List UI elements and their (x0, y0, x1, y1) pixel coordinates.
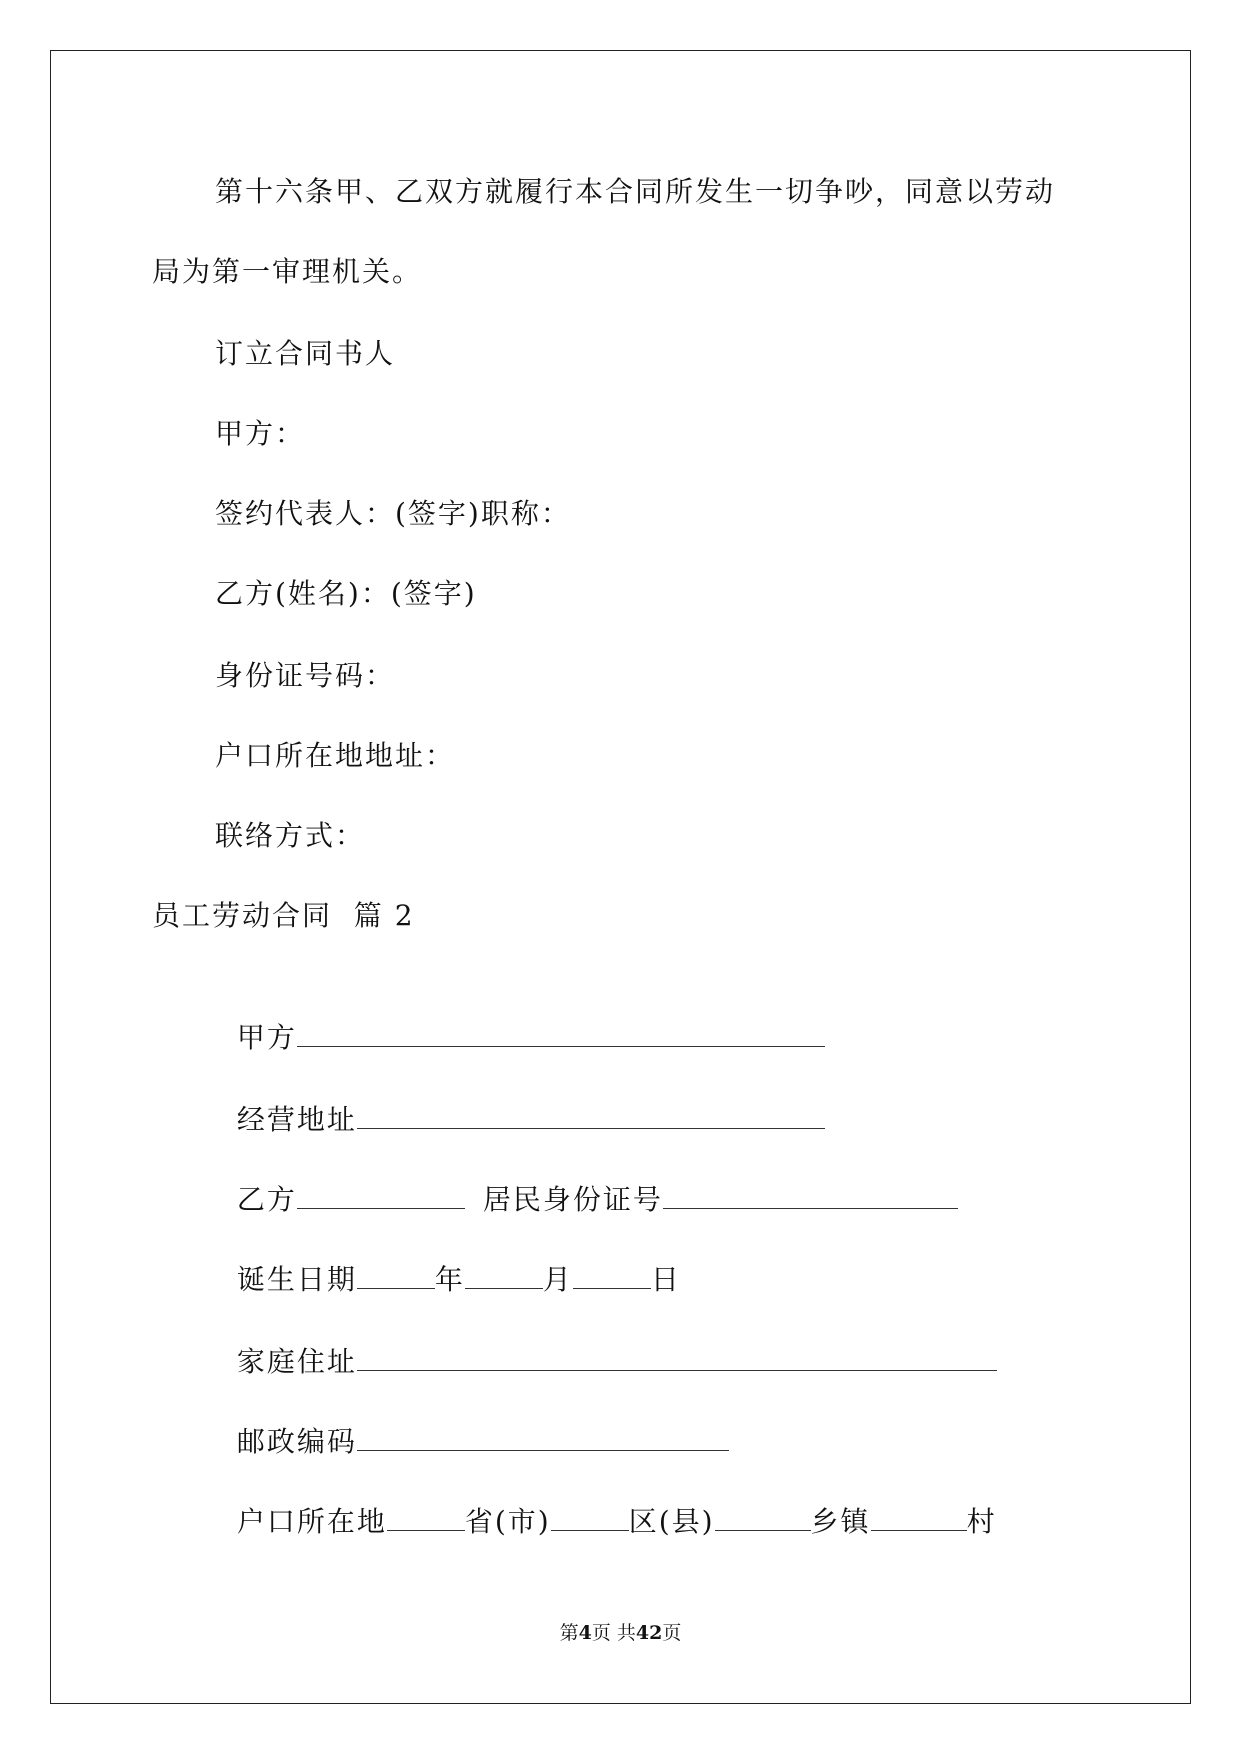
footer-prefix: 第 (559, 1622, 579, 1644)
form-hukou-label: 户口所在地 (236, 1505, 387, 1538)
province-blank[interactable] (387, 1500, 465, 1531)
form-business-address-row (215, 1058, 825, 1140)
form-birth-date-row (215, 1218, 681, 1300)
form-postal-code-label: 邮政编码 (236, 1425, 357, 1458)
form-party-b-row (215, 1138, 958, 1220)
form-day-label: 日 (650, 1263, 681, 1296)
party-a-blank[interactable] (297, 1016, 825, 1047)
form-hukou-row (215, 1460, 997, 1542)
signing-title: 订立合同书人 (215, 337, 396, 370)
business-address-blank[interactable] (357, 1098, 825, 1129)
footer-total-pages: 42 (635, 1622, 663, 1644)
form-year-label: 年 (434, 1263, 465, 1296)
form-township-label: 乡镇 (810, 1505, 871, 1538)
form-village-label: 村 (966, 1505, 997, 1538)
signing-contact: 联络方式： (215, 819, 366, 852)
party-b-blank[interactable] (297, 1178, 465, 1209)
form-home-address-label: 家庭住址 (236, 1345, 357, 1378)
form-birth-date-label: 诞生日期 (236, 1263, 357, 1296)
signing-hukou-address: 户口所在地地址： (215, 739, 456, 772)
form-party-a-row (215, 976, 825, 1058)
birth-month-blank[interactable] (465, 1258, 543, 1289)
postal-code-blank[interactable] (357, 1420, 729, 1451)
form-home-address-row (215, 1300, 997, 1382)
village-blank[interactable] (871, 1500, 967, 1531)
district-blank[interactable] (551, 1500, 629, 1531)
footer-suffix: 页 (662, 1622, 682, 1644)
footer-mid: 页 共 (591, 1622, 636, 1644)
form-party-a-label: 甲方 (236, 1021, 297, 1054)
form-business-address-label: 经营地址 (236, 1103, 357, 1136)
form-party-b-label: 乙方 (236, 1183, 297, 1216)
form-district-label: 区(县) (628, 1505, 715, 1538)
signing-party-a: 甲方： (215, 417, 306, 450)
signing-representative: 签约代表人：(签字)职称： (215, 497, 571, 530)
form-province-label: 省(市) (464, 1505, 551, 1538)
page-footer (0, 1620, 1241, 1646)
section-heading: 员工劳动合同 篇 2 (152, 899, 415, 932)
township-blank[interactable] (715, 1500, 811, 1531)
signing-id-number: 身份证号码： (215, 659, 396, 692)
resident-id-blank[interactable] (663, 1178, 958, 1209)
signing-party-b: 乙方(姓名)：(签字) (215, 577, 477, 610)
form-postal-code-row (215, 1380, 729, 1462)
article-16-line-2: 局为第一审理机关。 (152, 255, 423, 288)
footer-page-number: 4 (578, 1622, 592, 1644)
home-address-blank[interactable] (357, 1340, 997, 1371)
form-month-label: 月 (542, 1263, 573, 1296)
birth-day-blank[interactable] (573, 1258, 651, 1289)
form-resident-id-label: 居民身份证号 (482, 1183, 663, 1216)
birth-year-blank[interactable] (357, 1258, 435, 1289)
article-16-line-1: 第十六条甲、乙双方就履行本合同所发生一切争吵，同意以劳动 (215, 175, 1056, 208)
